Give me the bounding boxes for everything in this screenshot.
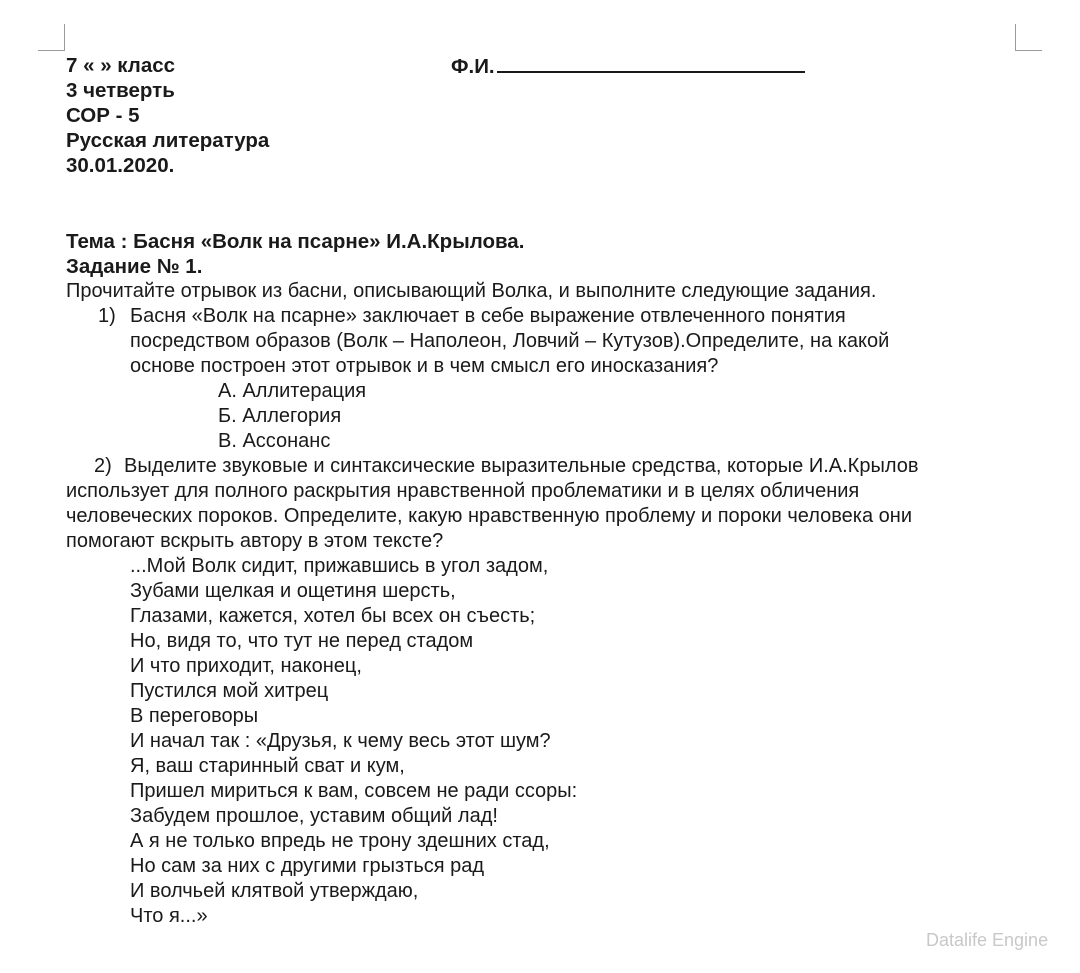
answer-option-a: А. Аллитерация [218, 380, 367, 402]
poem-line: Что я...» [130, 905, 208, 927]
poem-line: Я, ваш старинный сват и кум, [130, 755, 405, 777]
instruction-text: Прочитайте отрывок из басни, описывающий Волка, и выполните следующие задания. [66, 280, 877, 302]
question-2-line: использует для полного раскрытия нравственной проблематики и в целях обличения [66, 480, 860, 502]
question-2-line: помогают вскрыть автору в этом тексте? [66, 530, 444, 552]
page-corner-mark-top-right [1015, 24, 1042, 51]
poem-line: ...Мой Волк сидит, прижавшись в угол задом, [130, 555, 549, 577]
fio-blank-line [497, 53, 805, 73]
poem-line: В переговоры [130, 705, 259, 727]
answer-option-b: Б. Аллегория [218, 405, 342, 427]
topic-heading: Тема : Басня «Волк на псарне» И.А.Крылова. [66, 230, 525, 253]
task-title: Задание № 1. [66, 255, 203, 278]
question-2-number: 2) [94, 455, 112, 477]
sor-label: СОР - 5 [66, 104, 140, 127]
fio-field [451, 53, 805, 79]
poem-line: Пустился мой хитрец [130, 680, 329, 702]
date-label: 30.01.2020. [66, 154, 175, 177]
subject-label: Русская литература [66, 129, 270, 152]
poem-line: И волчьей клятвой утверждаю, [130, 880, 419, 902]
poem-line: Пришел мириться к вам, совсем не ради ссоры: [130, 780, 578, 802]
poem-line: А я не только впредь не трону здешних стад, [130, 830, 550, 852]
quarter-label: 3 четверть [66, 79, 175, 102]
fio-label: Ф.И. [451, 55, 495, 78]
question-1-line: Басня «Волк на псарне» заключает в себе выражение отвлеченного понятия [130, 305, 846, 327]
class-label: 7 « » класс [66, 54, 176, 77]
page-corner-mark-top-left [38, 24, 65, 51]
question-2-first-line: Выделите звуковые и синтаксические выразительные средства, которые И.А.Крылов [124, 455, 919, 477]
poem-line: Но сам за них с другими грызться рад [130, 855, 485, 877]
question-2-line: человеческих пороков. Определите, какую нравственную проблему и пороки человека они [66, 505, 913, 527]
question-1-number: 1) [98, 305, 116, 327]
poem-line: Глазами, кажется, хотел бы всех он съесть; [130, 605, 536, 627]
poem-line: Забудем прошлое, уставим общий лад! [130, 805, 498, 827]
answer-option-c: В. Ассонанс [218, 430, 331, 452]
question-1-line: основе построен этот отрывок и в чем смысл его иносказания? [130, 355, 719, 377]
poem-line: И начал так : «Друзья, к чему весь этот шум? [130, 730, 551, 752]
poem-line: Но, видя то, что тут не перед стадом [130, 630, 474, 652]
poem-line: И что приходит, наконец, [130, 655, 362, 677]
poem-line: Зубами щелкая и ощетиня шерсть, [130, 580, 456, 602]
watermark-text: Datalife Engine [926, 930, 1049, 950]
question-1-line: посредством образов (Волк – Наполеон, Ловчий – Кутузов).Определите, на какой [130, 330, 890, 352]
